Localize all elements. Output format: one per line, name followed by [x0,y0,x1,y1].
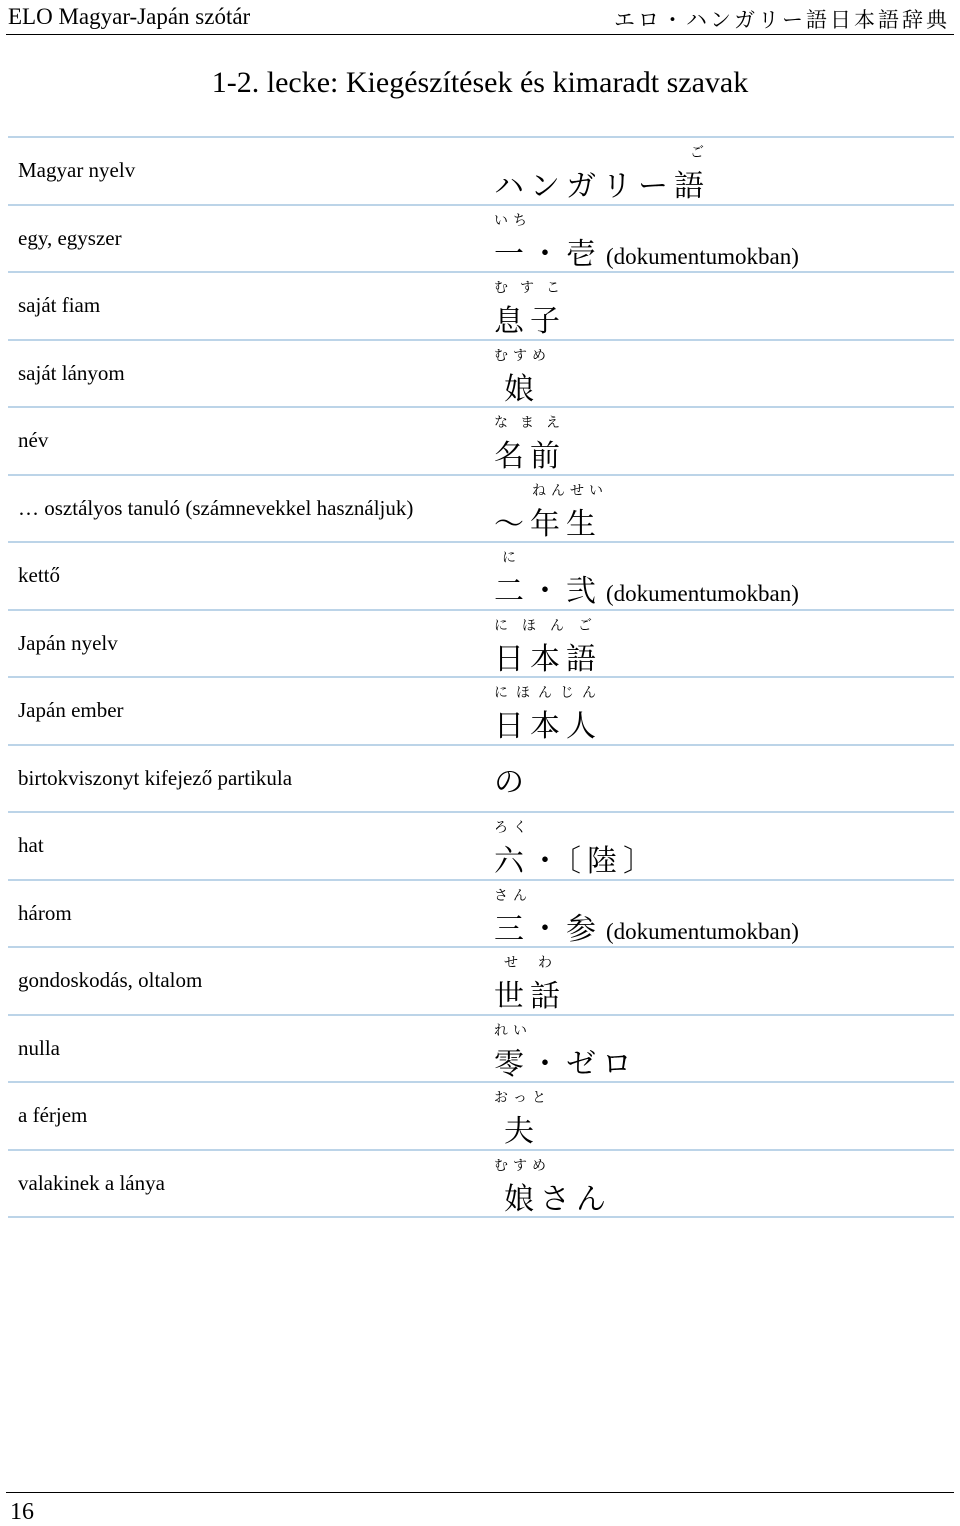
hungarian-word: név [18,428,49,452]
japanese-word: 日本人 [494,709,602,744]
japanese-cell [494,813,954,879]
japanese-cell [494,881,954,947]
hungarian-word: Magyar nyelv [18,158,136,182]
japanese-word: ～年生 [494,506,602,542]
japanese-word: 名前 [494,439,566,474]
japanese-word: 息子 [494,304,566,339]
vocab-row [8,136,954,204]
vocab-row [8,879,954,947]
vocab-row [8,474,954,542]
japanese-cell [494,476,954,542]
vocab-row [8,811,954,879]
furigana: に [502,550,521,566]
furigana: ろく [494,820,532,836]
furigana: おっと [494,1090,551,1106]
japanese-cell [494,206,954,272]
japanese-word: 日本語 [494,641,602,677]
hungarian-word: Japán ember [18,698,124,722]
japanese-word: 一・壱 (dokumentumokban) [494,236,799,272]
japanese-word: 零・ゼロ [494,1046,638,1082]
vocab-row [8,1014,954,1082]
japanese-word: 娘 [504,371,540,407]
furigana: むすこ [494,280,572,296]
japanese-cell [494,948,954,1014]
japanese-word: 夫 [504,1114,540,1149]
furigana: むすめ [494,1157,551,1174]
japanese-word: 二・弐 (dokumentumokban) [494,574,799,609]
furigana: なまえ [494,415,572,431]
vocab-row [8,676,954,744]
japanese-cell [494,341,954,407]
lesson-title: 1-2. lecke: Kiegészítések és kimaradt szavak [211,66,749,99]
furigana: れい [494,1022,532,1039]
japanese-cell [494,611,954,677]
hungarian-word: … osztályos tanuló (számnevekkel használjuk) [18,495,414,520]
hungarian-word: birtokviszonyt kifejező partikula [18,765,293,790]
furigana: ねんせい [532,482,608,499]
furigana: せわ [504,955,572,971]
vocab-row [8,1081,954,1149]
hungarian-word: saját lányom [18,360,125,385]
hungarian-word: gondoskodás, oltalom [18,968,203,992]
japanese-cell [494,1083,954,1149]
vocabulary-table [8,136,954,1218]
page-header [6,0,954,35]
japanese-cell [494,273,954,339]
hungarian-word: valakinek a lánya [18,1170,165,1195]
japanese-cell [494,408,954,474]
header-japanese-title: エロ・ハンガリー語日本語辞典 [614,8,950,32]
furigana: にほんじん [494,685,604,701]
japanese-word: 世話 [494,979,566,1014]
furigana: にほんご [494,617,606,634]
japanese-word: 娘さん [504,1181,612,1217]
vocab-row [8,1149,954,1219]
vocab-row [8,339,954,407]
furigana: むすめ [494,347,551,364]
hungarian-word: egy, egyszer [18,225,122,250]
japanese-cell [494,678,954,744]
vocab-row [8,204,954,272]
japanese-cell [494,1151,954,1217]
japanese-cell [494,138,954,204]
japanese-word: ハンガリー語 [494,169,710,204]
page-number: 16 [10,1499,34,1525]
japanese-word: 三・参 (dokumentumokban) [494,911,799,947]
hungarian-word: kettő [18,563,60,587]
header-title: ELO Magyar-Japán szótár [8,4,251,29]
hungarian-word: nulla [18,1035,60,1060]
vocab-row [8,271,954,339]
japanese-cell [494,746,954,812]
furigana: ご [690,145,709,161]
furigana: さん [494,887,532,904]
furigana: いち [494,212,532,229]
japanese-word: の [494,764,530,800]
japanese-cell [494,1016,954,1082]
vocab-row [8,406,954,474]
page-footer [6,1492,954,1525]
japanese-cell [494,543,954,609]
hungarian-word: a férjem [18,1103,88,1127]
hungarian-word: hat [18,833,44,857]
vocab-row [8,541,954,609]
hungarian-word: Japán nyelv [18,630,118,655]
japanese-word: 六・〔陸〕 [494,844,659,879]
hungarian-word: három [18,900,72,925]
vocab-row [8,744,954,812]
vocab-row [8,946,954,1014]
vocab-row [8,609,954,677]
hungarian-word: saját fiam [18,293,101,317]
